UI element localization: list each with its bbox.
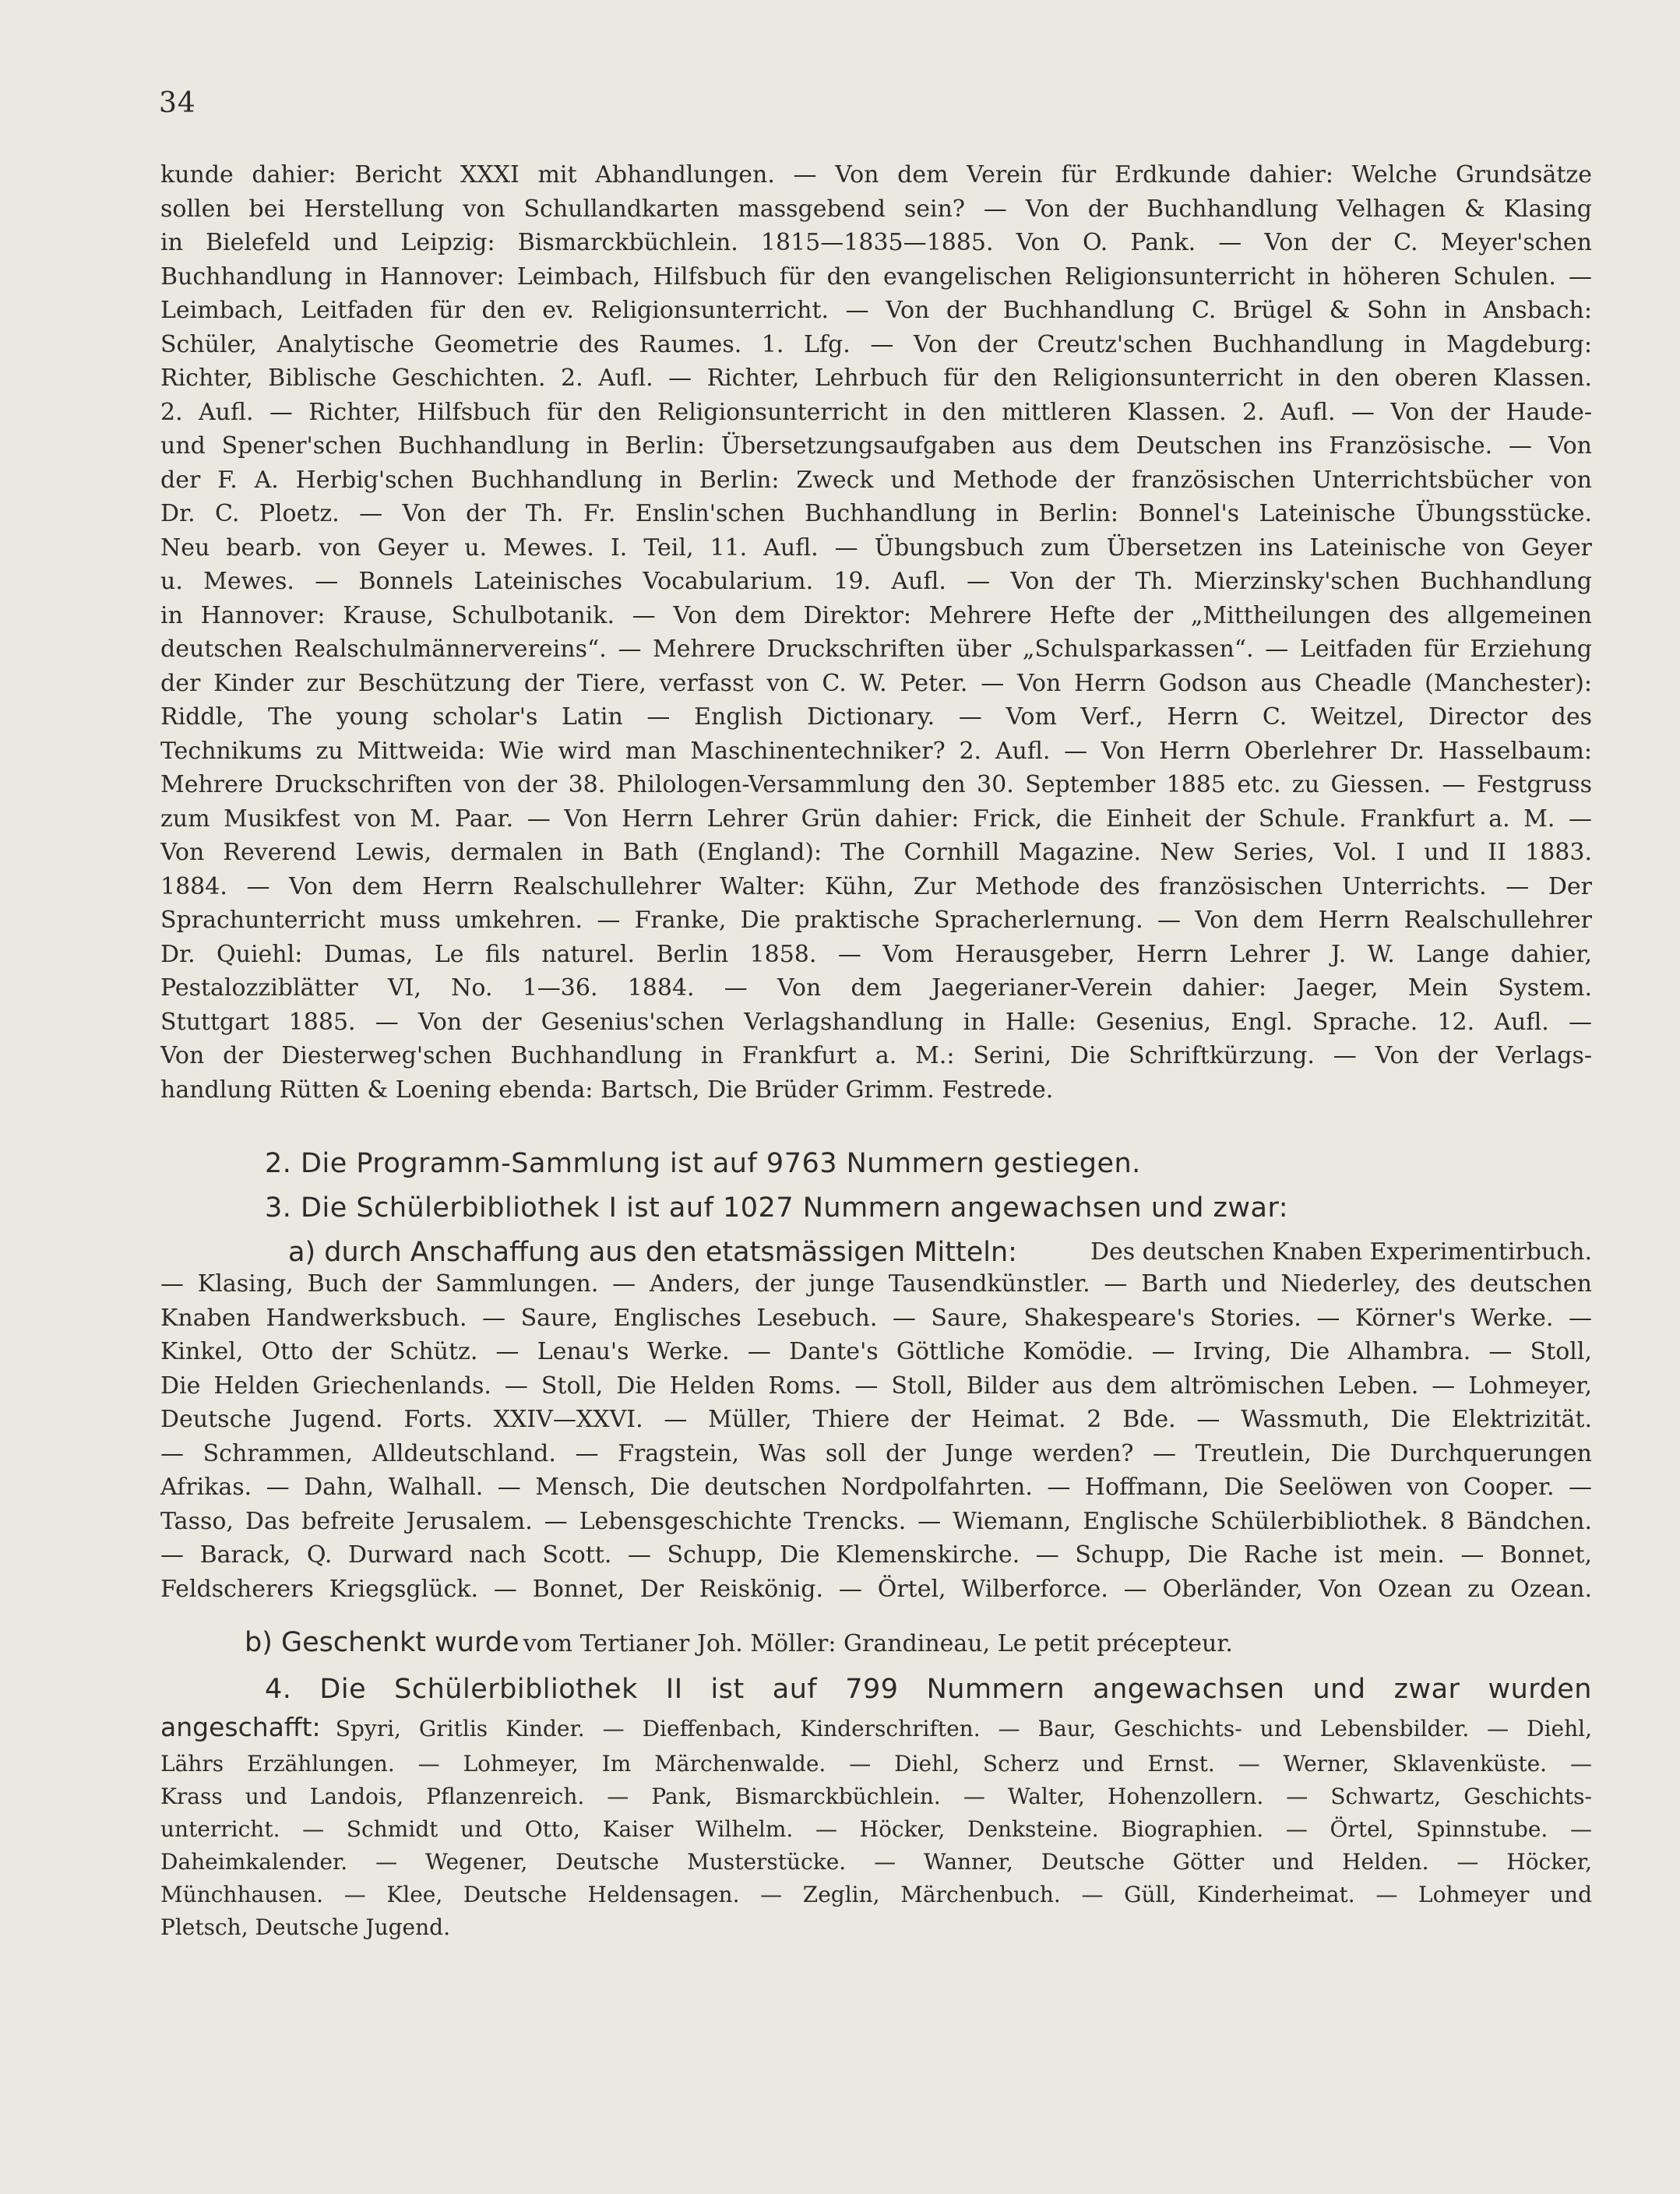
text-line: Schüler, Analytische Geometrie des Raumes. 1. Lfg. — Von der Creutz'schen Buchhandlung in Magdeburg: (160, 330, 1592, 358)
acquisitions-paragraph (160, 1267, 1592, 1606)
text-line: — Klasing, Buch der Sammlungen. — Anders, der junge Tausendkünstler. — Barth und Niederley, des deutschen (160, 1270, 1592, 1298)
text-line: Dr. C. Ploetz. — Von der Th. Fr. Enslin'schen Buchhandlung in Berlin: Bonnel's Lateinische Übungsstücke. (160, 500, 1592, 527)
text-line: Leimbach, Leitfaden für den ev. Religionsunterricht. — Von der Buchhandlung C. Brügel & Sohn in Ansbach: (160, 297, 1592, 324)
text-line: Sprachunterricht muss umkehren. — Franke, Die praktische Spracherlernung. — Von dem Herrn Realschullehrer (160, 907, 1592, 934)
text-line: Deutsche Jugend. Forts. XXIV—XXVI. — Müller, Thiere der Heimat. 2 Bde. — Wassmuth, Die Elektrizität. (160, 1406, 1592, 1433)
text-line: Krass und Landois, Pflanzenreich. — Pank, Bismarckbüchlein. — Walter, Hohenzollern. — Schwartz, Geschichts- (160, 1784, 1592, 1809)
text-line: Die Helden Griechenlands. — Stoll, Die Helden Roms. — Stoll, Bilder aus dem altrömischen Leben. — Lohmeyer, (160, 1372, 1592, 1400)
text-line: deutschen Realschulmännervereins“. — Mehrere Druckschriften über „Schulsparkassen“. — Leitfaden für Erziehung (160, 636, 1592, 663)
text-line: Richter, Biblische Geschichten. 2. Aufl. — Richter, Lehrbuch für den Religionsunterricht in den oberen Klassen. (160, 364, 1592, 392)
section-heading-schuelerbibliothek-1: 3. Die Schülerbibliothek I ist auf 1027 Nummern angewachsen und zwar: (265, 1192, 1289, 1224)
text-line: Tasso, Das befreite Jerusalem. — Lebensgeschichte Trencks. — Wiemann, Englische Schülerbibliothek. 8 Bändchen. (160, 1507, 1592, 1535)
text-line: zum Musikfest von M. Paar. — Von Herrn Lehrer Grün dahier: Frick, die Einheit der Schule. Frankfurt a. M. — (160, 805, 1592, 833)
text-line: Stuttgart 1885. — Von der Gesenius'schen Verlagshandlung in Halle: Gesenius, Engl. Sprache. 12. Aufl. — (160, 1008, 1592, 1036)
subsection-b-text: vom Tertianer Joh. Möller: Grandineau, Le petit précepteur. (523, 1630, 1233, 1657)
library-2-paragraph (160, 1748, 1592, 1944)
text-line: Riddle, The young scholar's Latin — English Dictionary. — Vom Verf., Herrn C. Weitzel, Director des (160, 703, 1592, 731)
text-line: Münchhausen. — Klee, Deutsche Heldensagen. — Zeglin, Märchenbuch. — Güll, Kinderheimat. — Lohmeyer und (160, 1882, 1592, 1907)
section-heading-schuelerbibliothek-2: 4. Die Schülerbibliothek II ist auf 799 Nummern angewachsen und zwar wurden (265, 1674, 1592, 1705)
text-line: Afrikas. — Dahn, Walhall. — Mensch, Die deutschen Nordpolfahrten. — Hoffmann, Die Seelöwen von Cooper. — (160, 1474, 1592, 1501)
section-4-first-line (160, 1709, 1592, 1751)
text-line: Buchhandlung in Hannover: Leimbach, Hilfsbuch für den evangelischen Religionsunterricht in höheren Schulen. — (160, 262, 1592, 291)
page-number: 34 (159, 87, 196, 119)
subsection-a-text: Des deutschen Knaben Experimentirbuch. (1090, 1238, 1592, 1266)
text-line: Kinkel, Otto der Schütz. — Lenau's Werke. — Dante's Göttliche Komödie. — Irving, Die Alhambra. — Stoll, (160, 1338, 1592, 1365)
section-4-lead-text: Spyri, Gritlis Kinder. — Dieffenbach, Kinderschriften. — Baur, Geschichts- und Lebensbilder. — Diehl, (335, 1716, 1592, 1741)
text-line: Von der Diesterweg'schen Buchhandlung in Frankfurt a. M.: Serini, Die Schriftkürzung. — Von der Verlags- (160, 1042, 1592, 1069)
text-line: Technikums zu Mittweida: Wie wird man Maschinentechniker? 2. Aufl. — Von Herrn Oberlehrer Dr. Hasselbaum: (160, 737, 1592, 765)
subsection-a-heading: a) durch Anschaffung aus den etatsmässigen Mitteln: (288, 1237, 1017, 1268)
subsection-b-line (245, 1624, 1233, 1666)
text-line: der F. A. Herbig'schen Buchhandlung in Berlin: Zweck und Methode der französischen Unterrichtsbücher von (160, 466, 1592, 494)
text-line: sollen bei Herstellung von Schullandkarten massgebend sein? — Von der Buchhandlung Velhagen & Klasing (160, 195, 1592, 223)
text-line: Daheimkalender. — Wegener, Deutsche Musterstücke. — Wanner, Deutsche Götter und Helden. — Höcker, (160, 1849, 1592, 1875)
text-line: Pletsch, Deutsche Jugend. (160, 1914, 450, 1940)
text-line: Knaben Handwerksbuch. — Saure, Englisches Lesebuch. — Saure, Shakespeare's Stories. — Körner's Werke. — (160, 1304, 1592, 1332)
text-line: 2. Aufl. — Richter, Hilfsbuch für den Religionsunterricht in den mittleren Klassen. 2. Aufl. — Von der Haude- (160, 398, 1592, 426)
text-line: 1884. — Von dem Herrn Realschullehrer Walter: Kühn, Zur Methode des französischen Unterrichts. — Der (160, 872, 1592, 900)
text-line: kunde dahier: Bericht XXXI mit Abhandlungen. — Von dem Verein für Erdkunde dahier: Welche Grundsätze (160, 161, 1592, 188)
section-heading-programm-sammlung: 2. Die Programm-Sammlung ist auf 9763 Nummern gestiegen. (265, 1148, 1141, 1179)
text-line: Lährs Erzählungen. — Lohmeyer, Im Märchenwalde. — Diehl, Scherz und Ernst. — Werner, Sklavenküste. — (160, 1751, 1592, 1777)
text-line: unterricht. — Schmidt und Otto, Kaiser Wilhelm. — Höcker, Denksteine. Biographien. — Örtel, Spinnstube. — (160, 1816, 1592, 1842)
text-line: Neu bearb. von Geyer u. Mewes. I. Teil, 11. Aufl. — Übungsbuch zum Übersetzen ins Lateinische von Geyer (160, 534, 1592, 562)
text-line: der Kinder zur Beschützung der Tiere, verfasst von C. W. Peter. — Von Herrn Godson aus Cheadle (Manchester): (160, 669, 1592, 697)
text-line: Mehrere Druckschriften von der 38. Philologen-Versammlung den 30. September 1885 etc. zu Giessen. — Festgruss (160, 771, 1592, 798)
donations-paragraph (160, 158, 1592, 1107)
text-line: Von Reverend Lewis, dermalen in Bath (England): The Cornhill Magazine. New Series, Vol. I und II 1883. (160, 839, 1592, 866)
text-line: in Hannover: Krause, Schulbotanik. — Von dem Direktor: Mehrere Hefte der „Mittheilungen des allgemeinen (160, 601, 1592, 629)
section-4-lead-word: angeschafft: (160, 1712, 321, 1742)
subsection-b-heading: b) Geschenkt wurde (245, 1627, 519, 1658)
text-line: — Schrammen, Alldeutschland. — Fragstein, Was soll der Junge werden? — Treutlein, Die Durchquerungen (160, 1439, 1592, 1467)
text-line: — Barack, Q. Durward nach Scott. — Schupp, Die Klemenskirche. — Schupp, Die Rache ist mein. — Bonnet, (160, 1541, 1592, 1569)
text-line: Pestalozziblätter VI, No. 1—36. 1884. — Von dem Jaegerianer-Verein dahier: Jaeger, Mein System. (160, 974, 1592, 1002)
text-line: in Bielefeld und Leipzig: Bismarckbüchlein. 1815—1835—1885. Von O. Pank. — Von der C. Meyer'schen (160, 229, 1592, 256)
text-line: Dr. Quiehl: Dumas, Le fils naturel. Berlin 1858. — Vom Herausgeber, Herrn Lehrer J. W. Lange dahier, (160, 940, 1592, 968)
text-line: Feldscherers Kriegsglück. — Bonnet, Der Reiskönig. — Örtel, Wilberforce. — Oberländer, Von Ozean zu Ozean. (160, 1575, 1592, 1603)
text-line: handlung Rütten & Loening ebenda: Bartsch, Die Brüder Grimm. Festrede. (160, 1076, 1054, 1104)
text-line: u. Mewes. — Bonnels Lateinisches Vocabularium. 19. Aufl. — Von der Th. Mierzinsky'schen Buchhandlung (160, 568, 1592, 595)
text-line: und Spener'schen Buchhandlung in Berlin: Übersetzungsaufgaben aus dem Deutschen ins Französische. — Von (160, 432, 1592, 460)
